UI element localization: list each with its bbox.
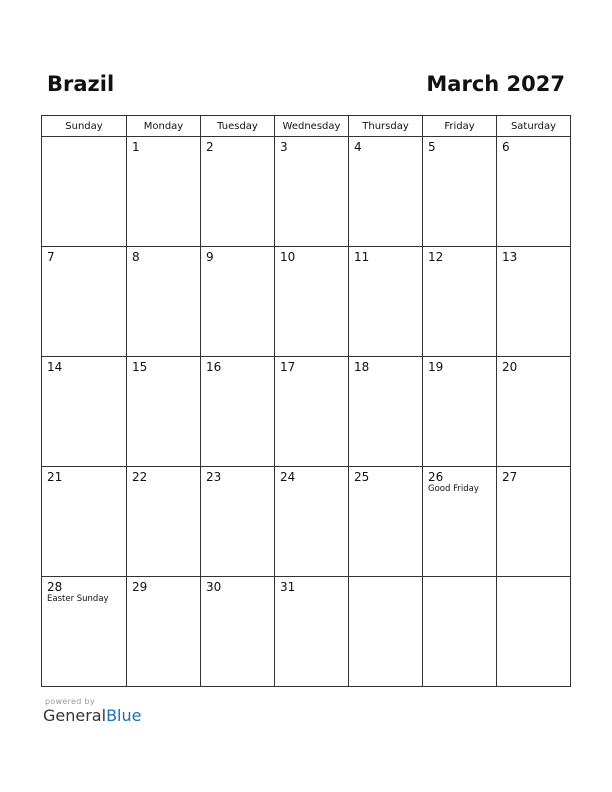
holiday-label: Good Friday (428, 484, 479, 494)
day-number: 28 (47, 580, 63, 594)
day-cell (349, 247, 423, 357)
day-number: 12 (428, 250, 444, 264)
day-number: 9 (206, 250, 214, 264)
day-number: 30 (206, 580, 222, 594)
day-cell (423, 467, 497, 577)
holiday-label: Easter Sunday (47, 594, 109, 604)
day-cell (42, 577, 127, 687)
day-cell (201, 467, 275, 577)
day-number: 14 (47, 360, 63, 374)
day-cell (423, 577, 497, 687)
day-number: 20 (502, 360, 518, 374)
weekday-sunday: Sunday (42, 116, 127, 137)
day-cell (497, 247, 571, 357)
day-cell (275, 247, 349, 357)
day-number: 3 (280, 140, 288, 154)
day-number: 4 (354, 140, 362, 154)
brand-blue: Blue (106, 706, 142, 725)
day-cell (423, 357, 497, 467)
calendar-grid (41, 115, 571, 687)
calendar-week-row (42, 577, 571, 687)
day-cell (275, 467, 349, 577)
day-number: 13 (502, 250, 518, 264)
calendar-country: Brazil (47, 72, 115, 96)
day-cell (127, 137, 201, 247)
day-number: 19 (428, 360, 444, 374)
footer-branding (43, 697, 141, 724)
day-number: 16 (206, 360, 222, 374)
day-cell (201, 247, 275, 357)
day-number: 18 (354, 360, 370, 374)
day-cell (201, 137, 275, 247)
powered-by-label: powered by (45, 697, 95, 706)
day-cell (42, 467, 127, 577)
day-number: 2 (206, 140, 214, 154)
day-number: 31 (280, 580, 296, 594)
day-number: 25 (354, 470, 370, 484)
day-cell (497, 137, 571, 247)
day-cell (127, 577, 201, 687)
day-number: 1 (132, 140, 140, 154)
day-cell (349, 137, 423, 247)
day-cell (42, 247, 127, 357)
day-cell (127, 357, 201, 467)
day-number: 6 (502, 140, 510, 154)
calendar-month-title: March 2027 (426, 72, 565, 96)
day-number: 29 (132, 580, 148, 594)
day-number: 8 (132, 250, 140, 264)
day-number: 7 (47, 250, 55, 264)
day-cell (42, 357, 127, 467)
weekday-wednesday: Wednesday (275, 116, 349, 137)
weekday-saturday: Saturday (497, 116, 571, 137)
calendar-week-row (42, 357, 571, 467)
day-number: 17 (280, 360, 296, 374)
day-number: 5 (428, 140, 436, 154)
weekday-tuesday: Tuesday (201, 116, 275, 137)
day-number: 21 (47, 470, 63, 484)
day-cell (349, 357, 423, 467)
day-number: 24 (280, 470, 296, 484)
day-cell (42, 137, 127, 247)
day-cell (423, 137, 497, 247)
day-number: 15 (132, 360, 148, 374)
weekday-thursday: Thursday (349, 116, 423, 137)
day-cell (349, 467, 423, 577)
day-cell (497, 357, 571, 467)
day-cell (423, 247, 497, 357)
day-number: 10 (280, 250, 296, 264)
weekday-friday: Friday (423, 116, 497, 137)
calendar-week-row (42, 247, 571, 357)
day-cell (201, 357, 275, 467)
calendar-week-row (42, 137, 571, 247)
day-cell (127, 247, 201, 357)
day-cell (349, 577, 423, 687)
day-cell (497, 577, 571, 687)
generalblue-logo (43, 708, 141, 724)
day-cell (127, 467, 201, 577)
weekday-header-row (42, 116, 571, 137)
day-number: 11 (354, 250, 370, 264)
day-number: 26 (428, 470, 444, 484)
brand-general: General (43, 706, 107, 725)
day-cell (275, 357, 349, 467)
day-number: 22 (132, 470, 148, 484)
weekday-monday: Monday (127, 116, 201, 137)
day-cell (201, 577, 275, 687)
day-cell (275, 137, 349, 247)
calendar-week-row (42, 467, 571, 577)
day-number: 27 (502, 470, 518, 484)
day-number: 23 (206, 470, 222, 484)
day-cell (497, 467, 571, 577)
day-cell (275, 577, 349, 687)
